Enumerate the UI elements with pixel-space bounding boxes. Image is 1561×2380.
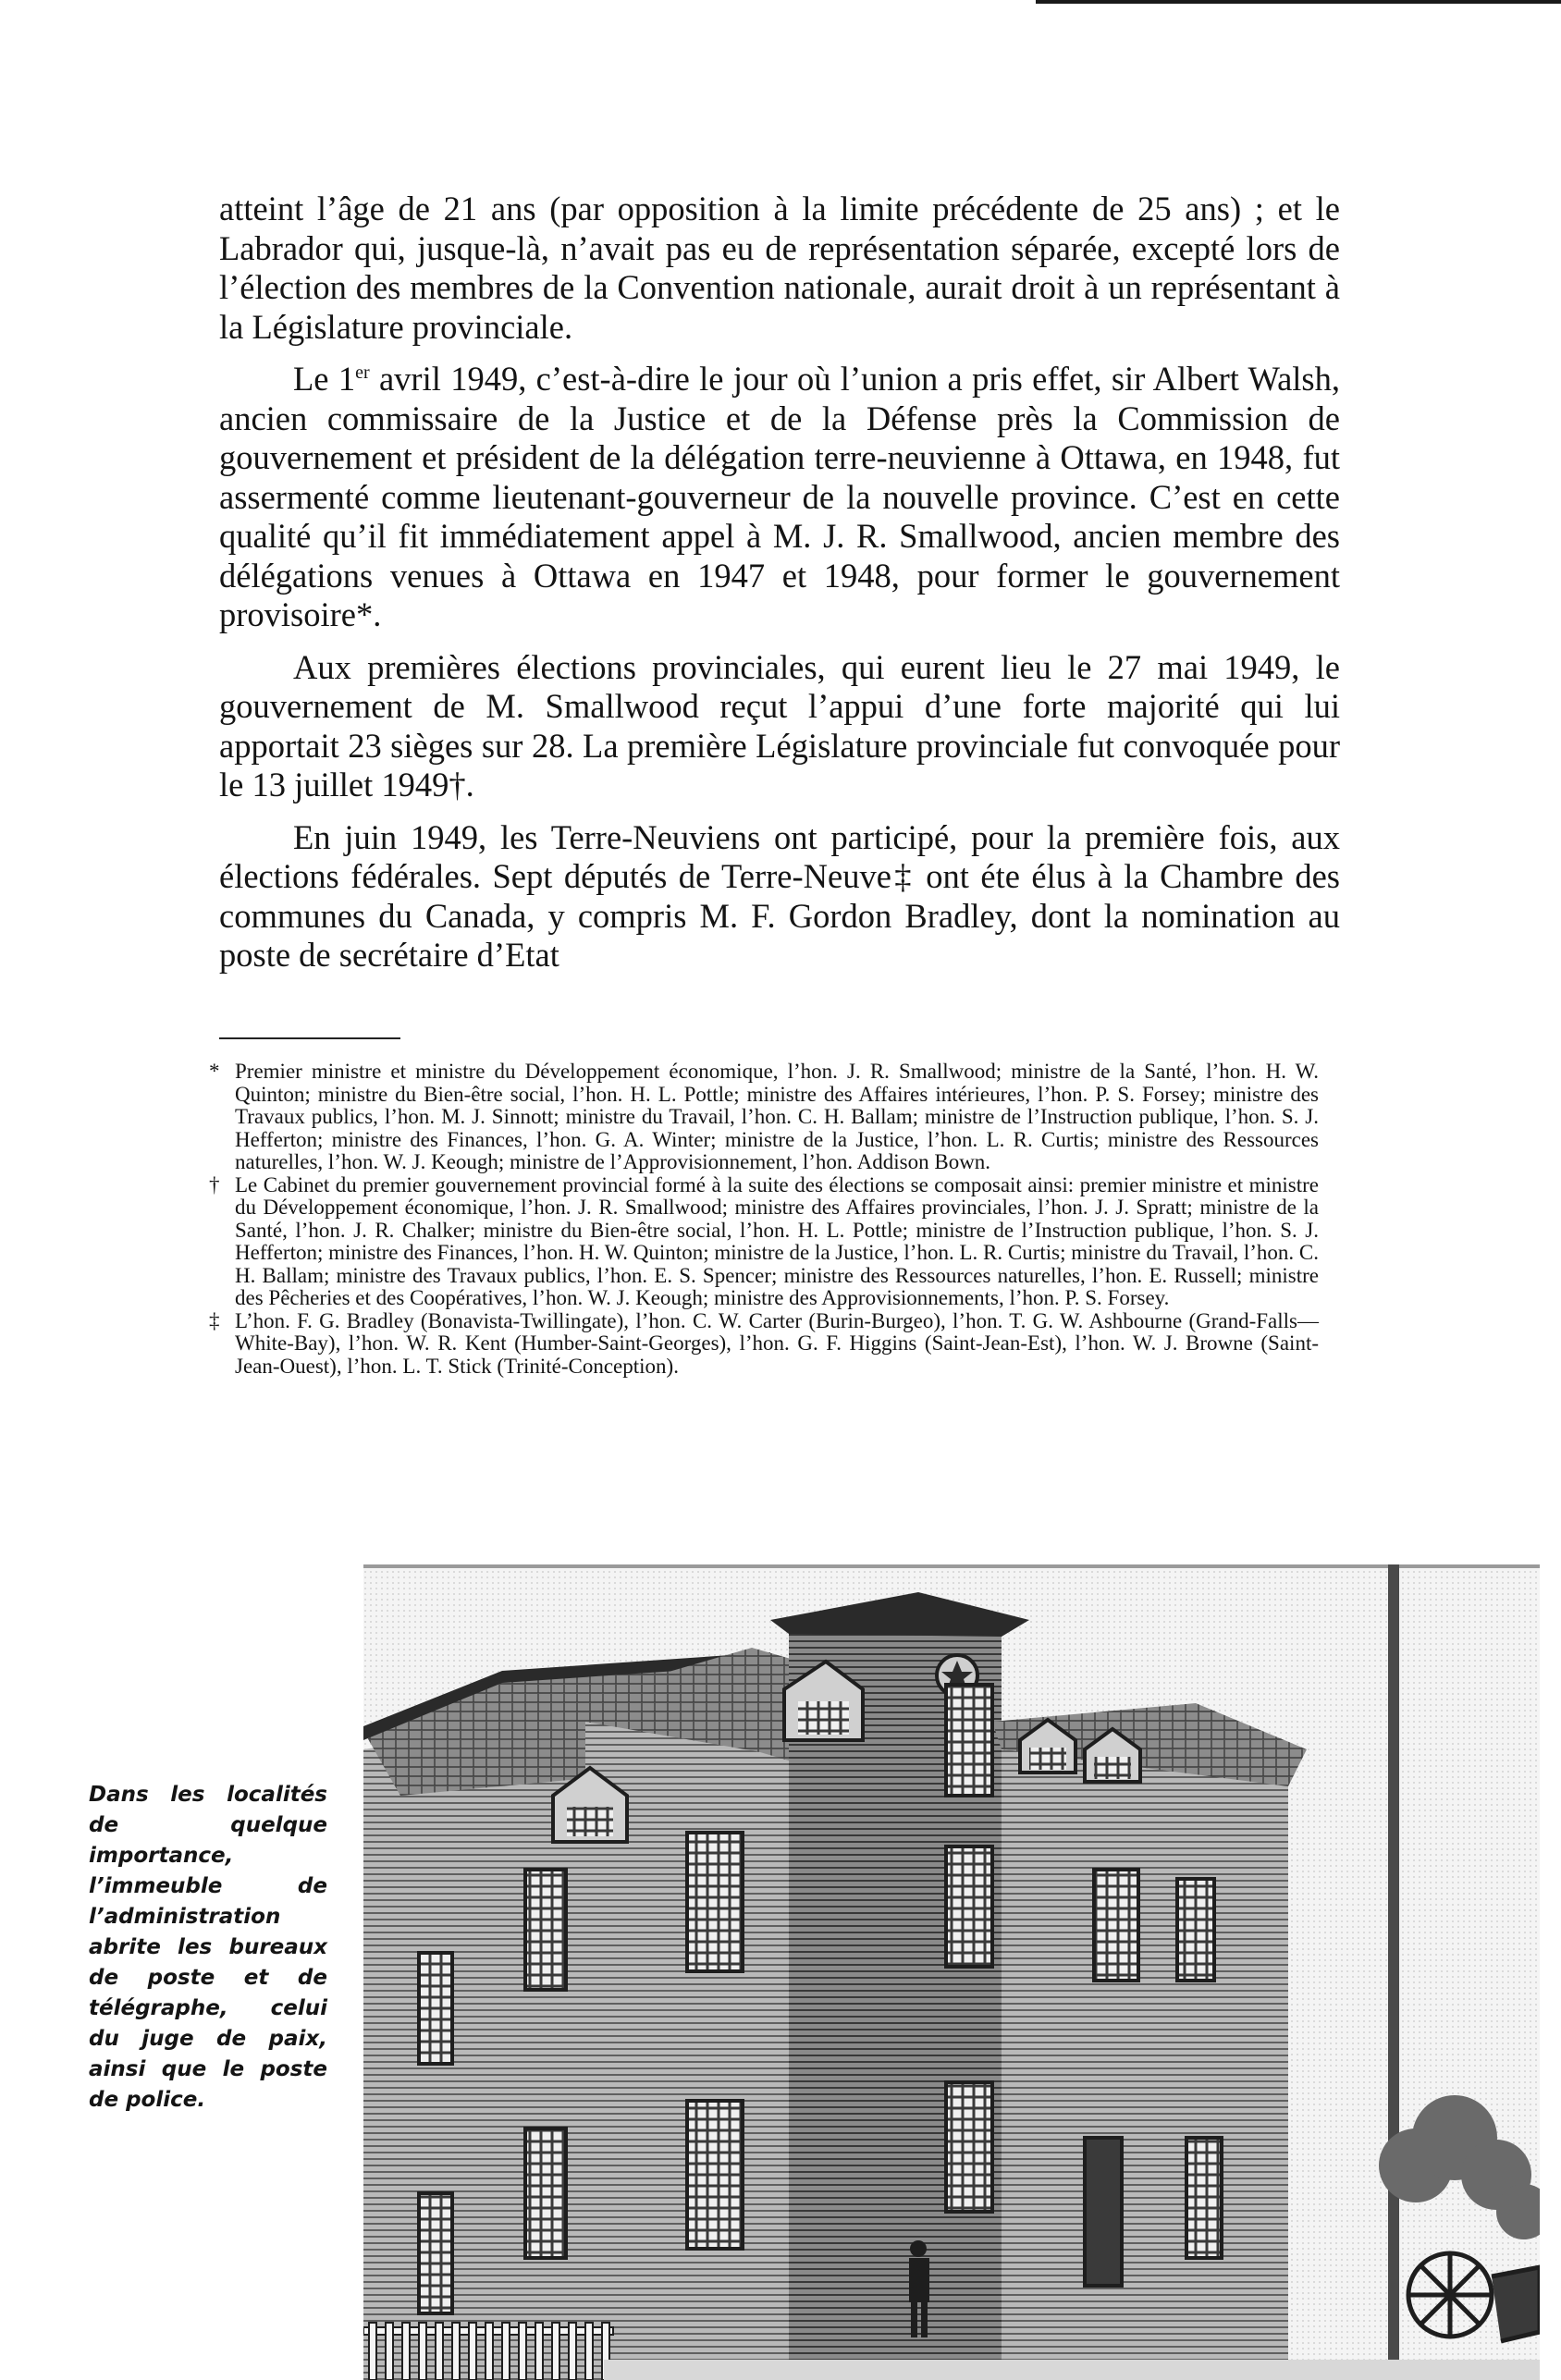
photo-top-edge [363,1564,1540,1568]
footnotes [209,1061,1319,1378]
street [604,2360,1540,2380]
footnote-text: Premier ministre et ministre du Développement économique, l’hon. J. R. Smallwood; ministre de la Santé, l’hon. H. W. Quinton; ministre du Bien-être social, l’hon. H. L. Pottle; ministre des Affaires intérieures, l’hon. P. S. Forsey; ministre des Travaux publics, l’hon. M. J. Sinnott; ministre du Travail, l’hon. C. H. Ballam; ministre de l’Instruction publique, l’hon. S. J. Hefferton; ministre des Finances, l’hon. G. A. Winter; ministre de la Justice, l’hon. L. R. Curtis; ministre des Ressources naturelles, l’hon. W. J. Keough; ministre de l’Approvisionnement, l’hon. Addison Bown. [235,1060,1319,1173]
footnote-2 [209,1174,1319,1310]
paragraph-4: En juin 1949, les Terre-Neuviens ont participé, pour la première fois, aux élections fédérales. Sept députés de Terre-Neuve‡ ont éte élus à la Chambre des communes du Canada, y compris M. F. Gordon Bradley, dont la nomination au poste de secrétaire d’Etat [219,817,1340,974]
footnote-mark: ‡ [209,1308,220,1332]
telegraph-pole [1388,1564,1399,2380]
footnote-1 [209,1061,1319,1174]
footnote-mark: * [209,1060,220,1083]
footnote-text: Le Cabinet du premier gouvernement provincial formé à la suite des élections se composait ainsi: premier ministre et ministre du Développement économique, l’hon. J. R. Smallwood; ministre des Affaires provinciales, l’hon. J. J. Spratt; ministre de la Santé, l’hon. J. R. Chalker; ministre du Bien-être social, l’hon. H. L. Pottle; ministre de l’Instruction publique, l’hon. S. J. Hefferton; ministre des Finances, l’hon. H. W. Quinton; ministre de la Justice, l’hon. L. R. Curtis; ministre du Travail, l’hon. C. H. Ballam; ministre des Travaux publics, l’hon. E. S. Spencer; ministre des Ressources naturelles, l’hon. E. Russell; ministre des Pêcheries et des Coopératives, l’hon. W. J. Keough; ministre des Approvisionnements, l’hon. P. S. Forsey. [235,1172,1319,1309]
paragraph-2 [219,360,1340,635]
paragraph-2-rest: avril 1949, c’est-à-dire le jour où l’union a pris effet, sir Albert Walsh, ancien commissaire de la Justice et de la Défense près la Commission de gouvernement et président de la délégation terre-neuvienne à Ottawa, en 1948, fut assermenté comme lieutenant-gouverneur de la nouvelle province. C’est en cette qualité qu’il fit immédiatement appel à M. J. R. Smallwood, ancien membre des délégations venues à Ottawa en 1947 et 1948, pour former le gouvernement provisoire*. [219,360,1341,633]
main-text [219,190,1340,988]
paragraph-1: atteint l’âge de 21 ans (par opposition à la limite précédente de 25 ans) ; et le Labrador qui, jusque-là, n’avait pas eu de représentation séparée, excepté lors de l’élection des membres de la Convention nationale, aurait droit à un représentant à la Législature provinciale. [219,190,1340,346]
paragraph-3: Aux premières élections provinciales, qui eurent lieu le 27 mai 1949, le gouvernement de M. Smallwood reçut l’appui d’une forte majorité qui lui apportait 23 sièges sur 28. La première Législature provinciale fut convoquée pour le 13 juillet 1949†. [219,647,1340,804]
paragraph-2-start: Le 1 [293,360,356,398]
photo-caption: Dans les localités de quelque importance, l’immeuble de l’administration abrite les bureaux de poste et de télégraphe, celui du juge de paix, ainsi que le poste de police. [89,1783,327,2112]
government-building-photo [363,1564,1540,2380]
top-border-rule [1036,0,1561,4]
ordinal-superscript: er [355,362,370,383]
right-wing-wall [1002,1740,1288,2380]
footnote-separator [219,1037,400,1039]
footnote-mark: † [209,1172,220,1196]
footnote-text: L’hon. F. G. Bradley (Bonavista-Twillingate), l’hon. C. W. Carter (Burin-Burgeo), l’hon. T. G. W. Ashbourne (Grand-Falls—White-Bay), l’hon. W. R. Kent (Humber-Saint-Georges), l’hon. G. F. Higgins (Saint-Jean-Est), l’hon. W. J. Browne (Saint-Jean-Ouest), l’hon. L. T. Stick (Trinité-Conception). [235,1308,1319,1378]
doorway [1085,2138,1122,2286]
footnote-3 [209,1310,1319,1379]
